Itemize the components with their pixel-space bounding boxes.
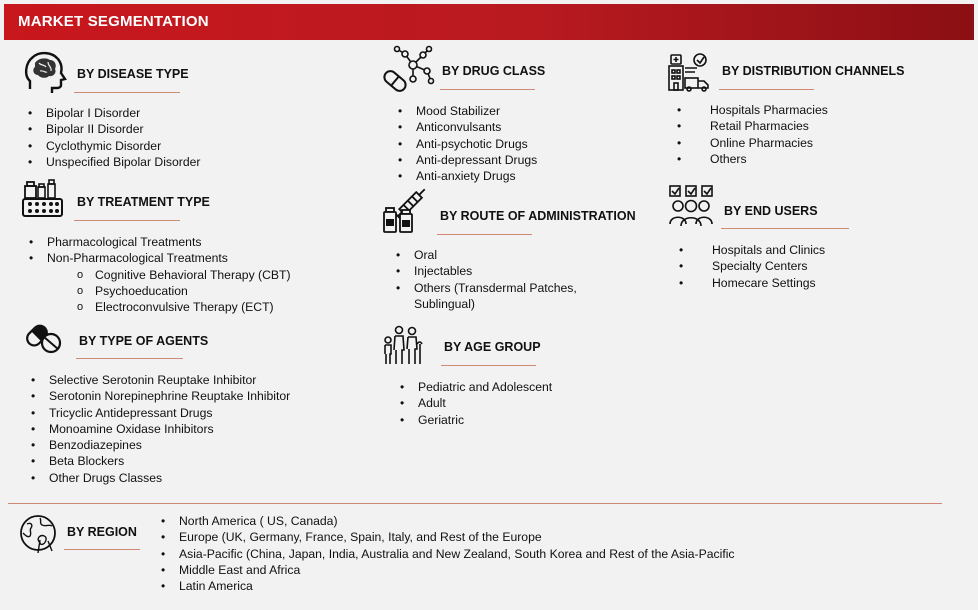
list-item: • Bipolar II Disorder — [24, 121, 200, 137]
pharmacy-delivery-icon — [667, 52, 711, 92]
disease-list — [24, 105, 200, 170]
list-item: • Serotonin Norepinephrine Reuptake Inhibitor — [27, 388, 290, 404]
list-item: • Benzodiazepines — [27, 437, 290, 453]
list-item: • Others — [673, 151, 828, 167]
section-title: BY TYPE OF AGENTS — [79, 334, 209, 348]
list-item: • Oral — [392, 247, 592, 263]
list-item: • Pharmacological Treatments — [25, 234, 291, 250]
distribution-list — [673, 102, 828, 167]
list-item: • Specialty Centers — [675, 258, 825, 274]
title-underline — [721, 228, 849, 229]
list-item: • Anticonvulsants — [394, 119, 537, 135]
end-users-list — [675, 242, 825, 291]
drug-class-list — [394, 103, 537, 184]
title-underline — [76, 358, 183, 359]
pills-icon — [22, 318, 62, 356]
list-item: • Selective Serotonin Reuptake Inhibitor — [27, 372, 290, 388]
list-item: • Retail Pharmacies — [673, 118, 828, 134]
route-list — [392, 247, 592, 312]
region-list — [157, 513, 735, 594]
molecule-capsule-icon — [383, 45, 435, 95]
list-item: • Mood Stabilizer — [394, 103, 537, 119]
title-underline — [74, 92, 180, 93]
section-title: BY REGION — [67, 525, 137, 539]
sub-list-item: o Psychoeducation — [25, 283, 291, 299]
list-item: • Online Pharmacies — [673, 135, 828, 151]
title-underline — [441, 365, 536, 366]
list-item: • Monoamine Oxidase Inhibitors — [27, 421, 290, 437]
section-title: BY DISTRIBUTION CHANNELS — [722, 64, 905, 78]
pill-bottle-tray-icon — [22, 178, 64, 220]
title-underline — [440, 89, 535, 90]
title-underline — [437, 234, 532, 235]
list-item: • Latin America — [157, 578, 735, 594]
list-item: • Anti-depressant Drugs — [394, 152, 537, 168]
section-title: BY ROUTE OF ADMINISTRATION — [440, 209, 636, 223]
section-title: BY END USERS — [724, 204, 818, 218]
title-underline — [74, 220, 180, 221]
list-item: • Others (Transdermal Patches, Sublingual) — [392, 280, 592, 313]
age-list — [396, 379, 552, 428]
list-item: • Pediatric and Adolescent — [396, 379, 552, 395]
list-item: • Middle East and Africa — [157, 562, 735, 578]
globe-icon — [18, 513, 58, 553]
section-title: BY DISEASE TYPE — [77, 67, 189, 81]
list-item: • North America ( US, Canada) — [157, 513, 735, 529]
head-brain-icon — [22, 49, 68, 95]
list-item: • Anti-anxiety Drugs — [394, 168, 537, 184]
list-item: • Beta Blockers — [27, 453, 290, 469]
list-item: • Cyclothymic Disorder — [24, 138, 200, 154]
section-title: BY AGE GROUP — [444, 340, 541, 354]
page-title: MARKET SEGMENTATION — [18, 13, 209, 30]
list-item: • Hospitals Pharmacies — [673, 102, 828, 118]
header-banner — [4, 4, 974, 40]
list-item: • Anti-psychotic Drugs — [394, 136, 537, 152]
list-item: • Other Drugs Classes — [27, 470, 290, 486]
people-age-icon — [382, 324, 424, 366]
sub-list-item: o Electroconvulsive Therapy (ECT) — [25, 299, 291, 315]
syringe-vials-icon — [382, 186, 434, 236]
region-divider — [8, 503, 942, 504]
agents-list — [27, 372, 290, 486]
list-item: • Hospitals and Clinics — [675, 242, 825, 258]
list-item: • Injectables — [392, 263, 592, 279]
users-checklist-icon — [668, 184, 714, 228]
title-underline — [64, 549, 140, 550]
list-item: • Asia-Pacific (China, Japan, India, Australia and New Zealand, South Korea and Rest of the Asia-Pacific — [157, 546, 735, 562]
section-title: BY TREATMENT TYPE — [77, 195, 210, 209]
list-item: • Bipolar I Disorder — [24, 105, 200, 121]
list-item: • Homecare Settings — [675, 275, 825, 291]
title-underline — [719, 89, 814, 90]
list-item: • Europe (UK, Germany, France, Spain, Italy, and Rest of the Europe — [157, 529, 735, 545]
list-item: • Unspecified Bipolar Disorder — [24, 154, 200, 170]
list-item: • Adult — [396, 395, 552, 411]
sub-list-item: o Cognitive Behavioral Therapy (CBT) — [25, 267, 291, 283]
list-item: • Non-Pharmacological Treatments — [25, 250, 291, 266]
list-item: • Tricyclic Antidepressant Drugs — [27, 405, 290, 421]
treatment-list — [25, 234, 291, 315]
section-title: BY DRUG CLASS — [442, 64, 546, 78]
list-item: • Geriatric — [396, 412, 552, 428]
